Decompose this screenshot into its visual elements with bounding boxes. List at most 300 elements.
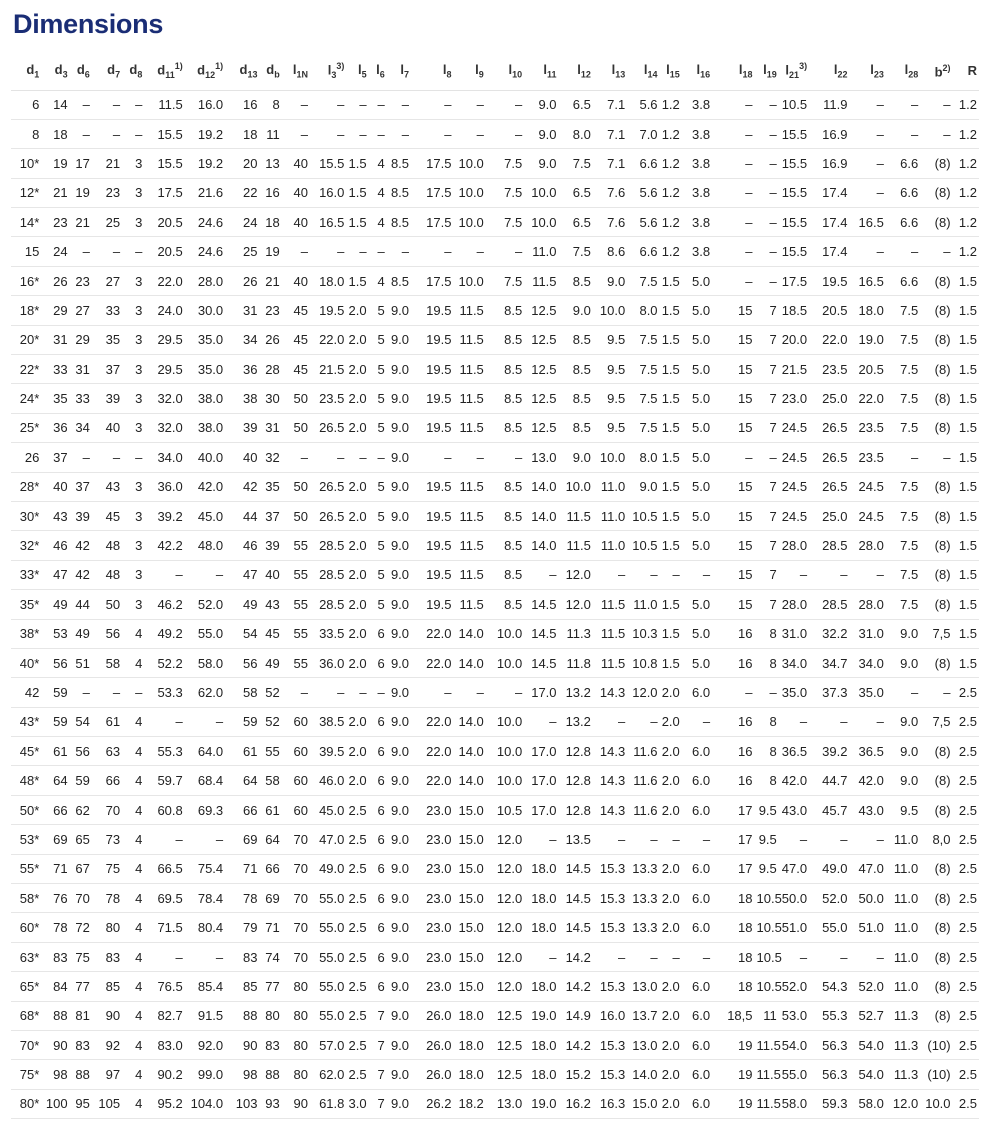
- column-header-subscript: 11: [165, 70, 175, 81]
- table-cell: 11.3: [886, 1060, 920, 1089]
- column-header-base: l: [357, 61, 362, 77]
- table-cell: –: [920, 119, 952, 148]
- table-cell: 2.5: [953, 1001, 979, 1030]
- table-cell: 7.5: [886, 531, 920, 560]
- table-cell: –: [144, 560, 184, 589]
- table-cell: 7.5: [486, 266, 524, 295]
- table-cell: 1.5: [953, 355, 979, 384]
- table-cell: 9.0: [627, 472, 659, 501]
- table-cell: 23: [92, 178, 122, 207]
- table-cell: 6.5: [559, 178, 593, 207]
- table-cell: 13.3: [627, 913, 659, 942]
- table-cell: 3: [122, 472, 144, 501]
- table-cell: 45.0: [310, 795, 346, 824]
- table-cell: 45: [260, 619, 282, 648]
- table-cell: 5.0: [682, 443, 712, 472]
- table-cell: 8.5: [486, 355, 524, 384]
- table-cell: 47: [225, 560, 259, 589]
- table-cell: 35.0: [185, 325, 225, 354]
- table-cell: 15.5: [779, 208, 809, 237]
- table-cell: 9.5: [755, 825, 779, 854]
- table-cell: 1.2: [660, 90, 682, 119]
- column-header-subscript: 9: [478, 69, 484, 80]
- table-cell: 2.0: [346, 296, 368, 325]
- table-cell: 12.0: [486, 913, 524, 942]
- table-cell: 39: [70, 501, 92, 530]
- table-cell: 6: [369, 825, 387, 854]
- table-cell: 6: [369, 766, 387, 795]
- table-cell: –: [712, 119, 754, 148]
- table-cell: 24.5: [849, 501, 885, 530]
- table-cell: 19.5: [411, 325, 453, 354]
- table-cell: 57.0: [310, 1031, 346, 1060]
- table-cell: 11.8: [559, 648, 593, 677]
- table-cell: 14.2: [559, 972, 593, 1001]
- table-cell: 9.0: [387, 590, 411, 619]
- table-cell: 15: [712, 384, 754, 413]
- table-cell: 2.5: [346, 884, 368, 913]
- column-header-29: [920, 52, 952, 90]
- table-cell: –: [920, 237, 952, 266]
- table-cell: 11.5: [453, 501, 485, 530]
- table-cell: 9.0: [387, 707, 411, 736]
- table-cell: 97: [92, 1060, 122, 1089]
- table-cell: 8.5: [387, 178, 411, 207]
- table-cell: 15.0: [453, 825, 485, 854]
- table-cell: 12.5: [524, 296, 558, 325]
- table-cell: 3: [122, 531, 144, 560]
- table-cell: 1.5: [953, 560, 979, 589]
- table-cell: 14.0: [453, 737, 485, 766]
- table-cell: 2.0: [346, 384, 368, 413]
- table-cell: 55.0: [310, 942, 346, 971]
- table-cell: 10.0: [524, 178, 558, 207]
- table-cell: 6: [369, 884, 387, 913]
- table-cell: 22.0: [411, 737, 453, 766]
- table-cell: 36: [41, 413, 69, 442]
- table-cell: 14.5: [559, 854, 593, 883]
- table-row: [11, 237, 979, 266]
- table-cell: –: [346, 237, 368, 266]
- table-cell: 9.5: [755, 795, 779, 824]
- table-cell: 30*: [11, 501, 41, 530]
- table-cell: 22.0: [310, 325, 346, 354]
- table-cell: 28.5: [310, 531, 346, 560]
- table-cell: 18.0: [453, 1031, 485, 1060]
- table-cell: 66.5: [144, 854, 184, 883]
- table-cell: 8.5: [486, 325, 524, 354]
- table-cell: 26.5: [310, 501, 346, 530]
- table-cell: 9.0: [387, 825, 411, 854]
- table-cell: 15.3: [593, 913, 627, 942]
- table-cell: (8): [920, 648, 952, 677]
- table-cell: 6.5: [559, 208, 593, 237]
- table-cell: 12.0: [486, 825, 524, 854]
- column-header-3: [92, 52, 122, 90]
- table-cell: 20.5: [144, 208, 184, 237]
- table-cell: 49: [260, 648, 282, 677]
- table-cell: 7.5: [886, 501, 920, 530]
- table-cell: 58: [260, 766, 282, 795]
- table-cell: –: [282, 237, 310, 266]
- table-cell: 17.0: [524, 766, 558, 795]
- table-cell: 36.5: [849, 737, 885, 766]
- table-cell: 9.0: [387, 942, 411, 971]
- table-cell: 1.2: [660, 208, 682, 237]
- table-cell: 4: [122, 766, 144, 795]
- table-cell: 11.5: [559, 531, 593, 560]
- table-cell: 1.5: [660, 355, 682, 384]
- table-cell: 32.0: [144, 413, 184, 442]
- table-cell: 55.0: [310, 884, 346, 913]
- table-cell: 11.5: [453, 384, 485, 413]
- table-cell: 7: [755, 413, 779, 442]
- table-cell: 51: [70, 648, 92, 677]
- table-cell: 76.5: [144, 972, 184, 1001]
- table-cell: 18: [41, 119, 69, 148]
- column-header-1: [41, 52, 69, 90]
- table-cell: 10.5: [755, 884, 779, 913]
- table-cell: 40: [282, 208, 310, 237]
- table-cell: 9.0: [559, 443, 593, 472]
- table-cell: 48.0: [185, 531, 225, 560]
- table-cell: 9.0: [387, 1001, 411, 1030]
- table-cell: 66: [225, 795, 259, 824]
- table-cell: –: [486, 119, 524, 148]
- table-cell: 7.5: [627, 266, 659, 295]
- table-cell: 15: [712, 501, 754, 530]
- column-header-9: [282, 52, 310, 90]
- table-cell: 14: [41, 90, 69, 119]
- table-cell: 6: [369, 972, 387, 1001]
- column-header-subscript: 8: [446, 69, 452, 80]
- table-cell: 100: [41, 1089, 69, 1118]
- table-cell: 91.5: [185, 1001, 225, 1030]
- table-cell: 2.0: [660, 1060, 682, 1089]
- table-cell: 31: [70, 355, 92, 384]
- table-cell: 25: [92, 208, 122, 237]
- table-cell: 11.0: [886, 884, 920, 913]
- table-cell: –: [779, 560, 809, 589]
- table-cell: 14.3: [593, 737, 627, 766]
- table-cell: 11.5: [453, 413, 485, 442]
- table-cell: 28.5: [310, 590, 346, 619]
- table-cell: 76: [41, 884, 69, 913]
- table-cell: 1.2: [953, 208, 979, 237]
- table-cell: 60: [282, 707, 310, 736]
- table-cell: 30.0: [185, 296, 225, 325]
- table-cell: 61: [260, 795, 282, 824]
- table-cell: 12*: [11, 178, 41, 207]
- table-cell: 23.5: [809, 355, 849, 384]
- table-cell: 12.5: [486, 1001, 524, 1030]
- table-cell: 8.5: [486, 501, 524, 530]
- table-cell: 7,5: [920, 707, 952, 736]
- table-cell: 2.5: [346, 913, 368, 942]
- table-cell: –: [660, 560, 682, 589]
- table-cell: –: [92, 90, 122, 119]
- table-cell: 32*: [11, 531, 41, 560]
- table-cell: 65: [70, 825, 92, 854]
- table-cell: (8): [920, 1001, 952, 1030]
- table-cell: 95.2: [144, 1089, 184, 1118]
- table-cell: –: [185, 560, 225, 589]
- table-cell: (8): [920, 766, 952, 795]
- column-header-base: l: [475, 61, 479, 77]
- table-cell: 7.0: [627, 119, 659, 148]
- table-cell: 15: [712, 560, 754, 589]
- table-cell: 20.5: [144, 237, 184, 266]
- table-cell: 6: [369, 648, 387, 677]
- column-header-subscript: 6: [379, 69, 385, 80]
- table-cell: –: [755, 678, 779, 707]
- table-cell: 8: [755, 648, 779, 677]
- table-cell: 1.5: [346, 178, 368, 207]
- table-cell: 30: [260, 384, 282, 413]
- table-cell: 9.0: [387, 972, 411, 1001]
- table-cell: 10.0: [593, 296, 627, 325]
- table-cell: –: [755, 208, 779, 237]
- table-cell: 34.0: [144, 443, 184, 472]
- table-cell: 4: [369, 208, 387, 237]
- table-cell: (8): [920, 384, 952, 413]
- table-cell: –: [779, 707, 809, 736]
- table-cell: 25.0: [809, 384, 849, 413]
- table-cell: 31.0: [849, 619, 885, 648]
- table-cell: 5: [369, 560, 387, 589]
- table-cell: 8: [755, 737, 779, 766]
- table-cell: 2.0: [660, 972, 682, 1001]
- table-cell: 21: [92, 149, 122, 178]
- column-header-17: [524, 52, 558, 90]
- table-cell: 56.3: [809, 1060, 849, 1089]
- table-cell: (8): [920, 590, 952, 619]
- table-cell: 75: [92, 854, 122, 883]
- table-cell: 12.0: [486, 884, 524, 913]
- table-row: [11, 531, 979, 560]
- table-cell: 10.5: [779, 90, 809, 119]
- table-cell: –: [886, 678, 920, 707]
- table-cell: 11.3: [886, 1001, 920, 1030]
- table-cell: –: [92, 678, 122, 707]
- table-cell: 55.0: [310, 1001, 346, 1030]
- table-cell: 8.5: [559, 413, 593, 442]
- table-cell: 7.5: [886, 296, 920, 325]
- table-cell: –: [849, 178, 885, 207]
- table-cell: 53.0: [779, 1001, 809, 1030]
- table-cell: 16.0: [310, 178, 346, 207]
- table-cell: 11.5: [453, 296, 485, 325]
- table-cell: 5: [369, 384, 387, 413]
- table-cell: 1.2: [953, 149, 979, 178]
- column-header-base: d: [197, 62, 206, 78]
- table-cell: 78: [92, 884, 122, 913]
- table-cell: 11.5: [755, 1060, 779, 1089]
- column-header-subscript: 13: [615, 69, 626, 80]
- table-cell: 3: [122, 501, 144, 530]
- table-cell: 98: [225, 1060, 259, 1089]
- table-cell: 12.5: [524, 355, 558, 384]
- table-cell: 67: [70, 854, 92, 883]
- table-cell: 105: [92, 1089, 122, 1118]
- table-cell: –: [849, 942, 885, 971]
- table-cell: 62.0: [310, 1060, 346, 1089]
- table-cell: 34.7: [809, 648, 849, 677]
- column-header-base: l: [508, 61, 513, 77]
- table-cell: –: [920, 90, 952, 119]
- table-cell: –: [70, 119, 92, 148]
- table-cell: 5.0: [682, 531, 712, 560]
- column-header-subscript: 3: [331, 70, 337, 81]
- table-cell: 8.0: [627, 296, 659, 325]
- table-cell: 26.0: [411, 1031, 453, 1060]
- table-cell: 36.0: [310, 648, 346, 677]
- table-cell: 9.0: [387, 913, 411, 942]
- table-cell: 54: [225, 619, 259, 648]
- table-cell: 2.5: [953, 795, 979, 824]
- table-cell: 33: [70, 384, 92, 413]
- table-cell: 19.5: [411, 296, 453, 325]
- table-cell: 14.5: [524, 590, 558, 619]
- table-cell: 36: [225, 355, 259, 384]
- table-cell: 44: [70, 590, 92, 619]
- table-cell: 15.3: [593, 1031, 627, 1060]
- table-cell: 9.5: [593, 325, 627, 354]
- table-cell: 1.2: [953, 119, 979, 148]
- table-cell: 45: [92, 501, 122, 530]
- table-cell: –: [849, 825, 885, 854]
- table-cell: 68.4: [185, 766, 225, 795]
- table-cell: 1.5: [660, 384, 682, 413]
- table-cell: 3.8: [682, 149, 712, 178]
- table-cell: –: [122, 119, 144, 148]
- column-header-base: d: [129, 61, 138, 77]
- table-cell: –: [346, 90, 368, 119]
- table-cell: 9.5: [593, 413, 627, 442]
- table-cell: 2.0: [660, 707, 682, 736]
- table-cell: 4: [122, 1089, 144, 1118]
- table-cell: 8: [755, 766, 779, 795]
- table-cell: 24.6: [185, 237, 225, 266]
- table-cell: 19.5: [411, 501, 453, 530]
- table-cell: 8.5: [486, 413, 524, 442]
- table-cell: 7.5: [886, 384, 920, 413]
- table-cell: 16: [712, 707, 754, 736]
- table-cell: 15.0: [453, 913, 485, 942]
- table-cell: 4: [122, 648, 144, 677]
- column-header-20: [627, 52, 659, 90]
- table-cell: 2.0: [660, 1089, 682, 1118]
- table-cell: 19.2: [185, 149, 225, 178]
- table-cell: 14.5: [524, 619, 558, 648]
- table-cell: 2.0: [660, 766, 682, 795]
- table-cell: 17: [712, 825, 754, 854]
- table-cell: 29: [41, 296, 69, 325]
- table-cell: 10.5: [627, 531, 659, 560]
- table-cell: 2.5: [346, 854, 368, 883]
- table-cell: –: [92, 443, 122, 472]
- table-cell: 90: [92, 1001, 122, 1030]
- table-cell: –: [411, 678, 453, 707]
- table-cell: 56: [70, 737, 92, 766]
- table-cell: 28.5: [809, 590, 849, 619]
- table-cell: 17.0: [524, 795, 558, 824]
- table-cell: 15.0: [453, 972, 485, 1001]
- table-cell: 5.6: [627, 208, 659, 237]
- table-cell: 5.0: [682, 325, 712, 354]
- table-cell: 23.5: [310, 384, 346, 413]
- table-cell: 1.5: [660, 325, 682, 354]
- table-cell: 11.5: [453, 560, 485, 589]
- table-cell: 10.8: [627, 648, 659, 677]
- table-cell: 19: [70, 178, 92, 207]
- table-cell: 83: [260, 1031, 282, 1060]
- table-cell: –: [682, 942, 712, 971]
- table-cell: 6.0: [682, 795, 712, 824]
- table-cell: –: [369, 119, 387, 148]
- table-cell: 40*: [11, 648, 41, 677]
- column-header-30: [953, 52, 979, 90]
- table-cell: –: [70, 237, 92, 266]
- table-cell: 19: [712, 1089, 754, 1118]
- table-row: [11, 208, 979, 237]
- table-cell: 33: [41, 355, 69, 384]
- table-cell: 56: [41, 648, 69, 677]
- table-cell: 15: [712, 472, 754, 501]
- table-cell: –: [486, 90, 524, 119]
- table-cell: –: [369, 443, 387, 472]
- table-cell: 7: [755, 384, 779, 413]
- column-header-10: [310, 52, 346, 90]
- table-cell: 14.5: [524, 648, 558, 677]
- table-cell: 18: [712, 884, 754, 913]
- table-cell: 55: [282, 619, 310, 648]
- table-cell: 10.5: [627, 501, 659, 530]
- table-cell: 19.5: [411, 355, 453, 384]
- table-cell: 69: [225, 825, 259, 854]
- table-cell: 2.0: [346, 413, 368, 442]
- table-cell: 11.5: [453, 590, 485, 619]
- table-cell: 19.0: [849, 325, 885, 354]
- table-cell: 48: [92, 531, 122, 560]
- table-cell: 49: [70, 619, 92, 648]
- column-header-4: [122, 52, 144, 90]
- table-cell: 33.5: [310, 619, 346, 648]
- table-cell: 24: [225, 208, 259, 237]
- table-cell: 3: [122, 208, 144, 237]
- column-header-16: [486, 52, 524, 90]
- table-cell: 4: [369, 178, 387, 207]
- column-header-13: [387, 52, 411, 90]
- table-cell: 17.5: [411, 208, 453, 237]
- table-cell: 7.5: [486, 208, 524, 237]
- table-cell: 1.5: [953, 443, 979, 472]
- table-cell: 18.0: [524, 854, 558, 883]
- table-cell: 9.0: [387, 1060, 411, 1089]
- table-cell: 3: [122, 266, 144, 295]
- table-cell: 5: [369, 590, 387, 619]
- table-cell: 26.0: [411, 1001, 453, 1030]
- table-cell: 37: [70, 472, 92, 501]
- table-cell: 10.0: [486, 766, 524, 795]
- table-cell: 70: [282, 825, 310, 854]
- table-cell: 103: [225, 1089, 259, 1118]
- table-cell: –: [712, 678, 754, 707]
- table-cell: 80.4: [185, 913, 225, 942]
- table-cell: –: [849, 237, 885, 266]
- column-header-25: [779, 52, 809, 90]
- table-cell: 10.3: [627, 619, 659, 648]
